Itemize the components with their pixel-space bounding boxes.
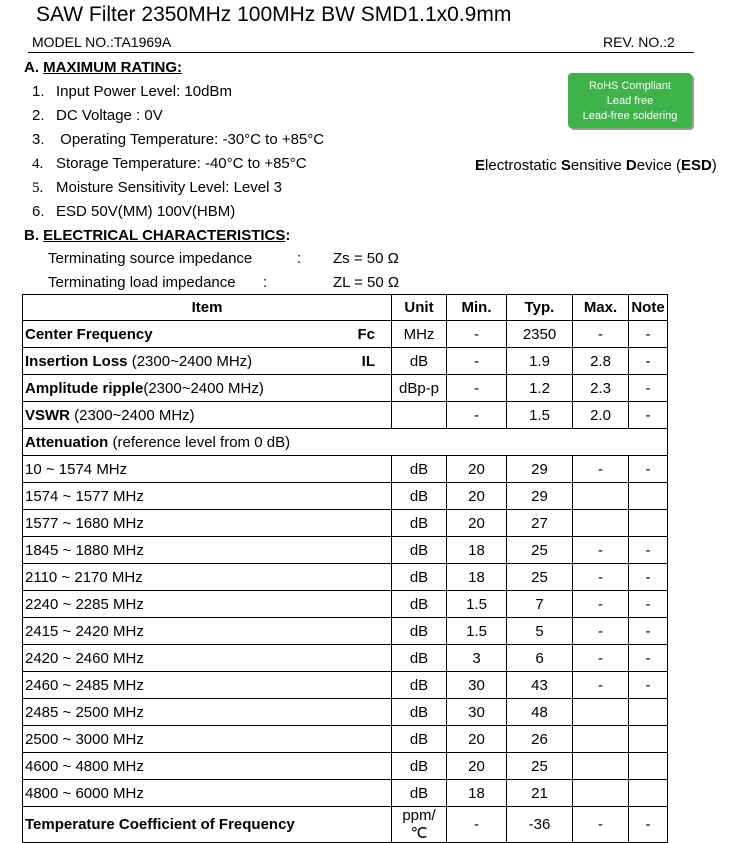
section-a-heading [24,59,182,76]
rohs-badge-line: RoHS Compliant [589,80,671,92]
cell-min: - [447,348,507,375]
section-b-title: ELECTRICAL CHARACTERISTICS [43,227,286,244]
esd-abbr: ESD [680,157,712,174]
table-row [23,483,668,510]
table-row [23,537,668,564]
rohs-badge-line: Lead-free soldering [582,110,678,122]
cell-typ: 48 [507,699,573,726]
cell-range: 10 ~ 1574 MHz [23,456,392,483]
cell-note [629,699,668,726]
rating-text: Storage Temperature: -40°C to +85°C [56,155,307,172]
row-label [23,402,392,429]
cell-unit: dB [392,348,447,375]
cell-unit: dB [392,537,447,564]
cell-max: - [573,618,629,645]
table-row [23,618,668,645]
cell-min: 18 [447,537,507,564]
section-b-heading [24,227,290,244]
table-row [23,564,668,591]
rohs-badge-line: Lead free [606,95,654,107]
rating-number: 3. [32,131,45,148]
source-impedance-sep: : [297,250,302,267]
rating-item [32,107,163,124]
table-row [23,375,668,402]
rating-text: Operating Temperature: -30°C to +85°C [56,131,325,148]
cell-min: 20 [447,456,507,483]
table-row [23,348,668,375]
model-number: MODEL NO.:TA1969A [32,34,172,50]
cell-max: - [573,591,629,618]
row-label [23,807,392,843]
header-item: Item [23,295,392,321]
cell-min: 30 [447,672,507,699]
rating-text: ESD 50V(MM) 100V(HBM) [56,203,236,220]
param-name: Amplitude ripple [25,379,144,397]
esd-text: ensitive [570,157,626,174]
cell-note: - [629,564,668,591]
cell-note: - [629,618,668,645]
cell-min: 1.5 [447,591,507,618]
cell-min: 30 [447,699,507,726]
cell-unit: dB [392,672,447,699]
esd-letter: D [625,157,637,174]
cell-unit: MHz [392,321,447,348]
param-name: Insertion Loss [25,352,128,370]
table-row-attenuation-heading [23,429,668,456]
rating-item [32,179,282,197]
cell-typ: 6 [507,645,573,672]
cell-min: - [447,807,507,843]
cell-range: 2415 ~ 2420 MHz [23,618,392,645]
cell-note: - [629,591,668,618]
cell-typ: 2350 [507,321,573,348]
cell-typ: 27 [507,510,573,537]
cell-typ: 25 [507,753,573,780]
rating-number: 4. [32,156,44,172]
cell-range: 1845 ~ 1880 MHz [23,537,392,564]
cell-typ: 5 [507,618,573,645]
cell-typ: -36 [507,807,573,843]
cell-note: - [629,375,668,402]
cell-range: 1577 ~ 1680 MHz [23,510,392,537]
cell-min: 20 [447,753,507,780]
cell-range: 2420 ~ 2460 MHz [23,645,392,672]
cell-min: - [447,321,507,348]
cell-unit: dB [392,564,447,591]
cell-unit: dB [392,456,447,483]
header-unit: Unit [392,295,447,321]
cell-unit: dB [392,618,447,645]
param-symbol: Fc [357,325,375,343]
section-a-title: MAXIMUM RATING: [43,59,183,76]
table-row [23,726,668,753]
cell-unit: dBp-p [392,375,447,402]
cell-max: - [573,645,629,672]
cell-range: 2500 ~ 3000 MHz [23,726,392,753]
table-row [23,753,668,780]
table-row [23,510,668,537]
table-header-row [23,295,668,321]
section-b-letter: B. [24,227,44,244]
cell-note: - [629,537,668,564]
cell-range: 2485 ~ 2500 MHz [23,699,392,726]
cell-unit: dB [392,780,447,807]
cell-unit [392,402,447,429]
param-name: Attenuation [25,433,109,451]
esd-letter: E [475,157,486,174]
header-min: Min. [447,295,507,321]
param-name: Temperature Coefficient of Frequency [25,816,295,833]
cell-range: 2110 ~ 2170 MHz [23,564,392,591]
cell-max [573,726,629,753]
cell-note: - [629,645,668,672]
table-row [23,402,668,429]
param-range: (reference level from 0 dB) [108,433,291,451]
cell-max: 2.0 [573,402,629,429]
table-row [23,672,668,699]
cell-typ: 21 [507,780,573,807]
section-a-letter: A. [24,59,44,76]
rating-item [32,83,232,100]
cell-min: 20 [447,726,507,753]
rating-number: 5. [32,180,44,196]
cell-typ: 1.2 [507,375,573,402]
row-label [23,321,392,348]
load-impedance-label: Terminating load impedance [48,274,236,291]
cell-note: - [629,456,668,483]
table-row [23,780,668,807]
param-range: (2300~2400 MHz) [143,379,264,397]
table-row [23,645,668,672]
cell-note [629,726,668,753]
cell-max: - [573,807,629,843]
cell-min: 20 [447,510,507,537]
esd-notice [475,157,717,174]
cell-min: - [447,402,507,429]
cell-max [573,780,629,807]
table-row [23,699,668,726]
document-title: SAW Filter 2350MHz 100MHz BW SMD1.1x0.9mm [36,3,512,26]
cell-max [573,483,629,510]
esd-letter: S [560,157,571,174]
header-typ: Typ. [507,295,573,321]
cell-max: 2.8 [573,348,629,375]
cell-typ: 43 [507,672,573,699]
load-impedance-sep: : [263,274,268,291]
param-name: VSWR [25,406,70,424]
rating-number: 2. [32,107,45,124]
param-symbol: IL [361,352,375,370]
cell-max [573,699,629,726]
rating-text: DC Voltage : 0V [56,107,163,124]
esd-text: evice ( [636,157,681,174]
cell-note: - [629,348,668,375]
cell-max: - [573,564,629,591]
rating-item [32,131,324,148]
cell-unit: dB [392,726,447,753]
section-b-colon: : [285,227,291,244]
header-max: Max. [573,295,629,321]
load-impedance-value: ZL = 50 Ω [333,274,400,291]
cell-note: - [629,402,668,429]
table-row [23,321,668,348]
cell-typ: 29 [507,456,573,483]
rating-item [32,203,235,220]
cell-typ: 29 [507,483,573,510]
cell-typ: 25 [507,564,573,591]
row-label [23,348,392,375]
param-range: (2300~2400 MHz) [70,406,195,424]
rohs-badge [568,73,692,128]
cell-max: - [573,537,629,564]
rating-text: Input Power Level: 10dBm [56,83,232,100]
spec-table [22,294,668,843]
cell-min: 18 [447,564,507,591]
cell-max: 2.3 [573,375,629,402]
attenuation-rows [23,456,668,807]
rating-number: 1. [32,83,45,100]
attenuation-heading [23,429,668,456]
cell-max [573,510,629,537]
cell-typ: 26 [507,726,573,753]
cell-max [573,753,629,780]
table-row [23,807,668,843]
cell-min: 20 [447,483,507,510]
param-name: Center Frequency [25,325,153,343]
cell-unit: dB [392,645,447,672]
source-impedance-value: Zs = 50 Ω [333,250,399,267]
cell-note [629,780,668,807]
cell-max: - [573,321,629,348]
rating-item [32,155,307,173]
esd-text: lectrostatic [485,157,561,174]
cell-unit: dB [392,483,447,510]
cell-note [629,483,668,510]
table-row [23,456,668,483]
param-range: (2300~2400 MHz) [127,352,253,370]
cell-unit: dB [392,510,447,537]
cell-min: - [447,375,507,402]
cell-min: 3 [447,645,507,672]
rating-text: Moisture Sensitivity Level: Level 3 [56,179,282,196]
cell-typ: 7 [507,591,573,618]
cell-max: - [573,672,629,699]
cell-min: 18 [447,780,507,807]
cell-typ: 1.5 [507,402,573,429]
cell-typ: 1.9 [507,348,573,375]
header-divider [28,52,694,53]
cell-range: 4600 ~ 4800 MHz [23,753,392,780]
esd-text: ) [711,157,717,174]
cell-note [629,753,668,780]
cell-unit: dB [392,591,447,618]
cell-note: - [629,321,668,348]
cell-note: - [629,807,668,843]
cell-unit: dB [392,699,447,726]
revision-number: REV. NO.:2 [603,34,675,50]
cell-range: 2460 ~ 2485 MHz [23,672,392,699]
cell-note [629,510,668,537]
cell-unit: ppm/℃ [392,807,447,843]
table-row [23,591,668,618]
cell-min: 1.5 [447,618,507,645]
cell-typ: 25 [507,537,573,564]
cell-range: 1574 ~ 1577 MHz [23,483,392,510]
cell-range: 4800 ~ 6000 MHz [23,780,392,807]
cell-unit: dB [392,753,447,780]
cell-max: - [573,456,629,483]
source-impedance-label: Terminating source impedance [48,250,253,267]
header-note: Note [629,295,668,321]
cell-range: 2240 ~ 2285 MHz [23,591,392,618]
rating-number: 6. [32,203,45,220]
row-label [23,375,392,402]
cell-note: - [629,672,668,699]
